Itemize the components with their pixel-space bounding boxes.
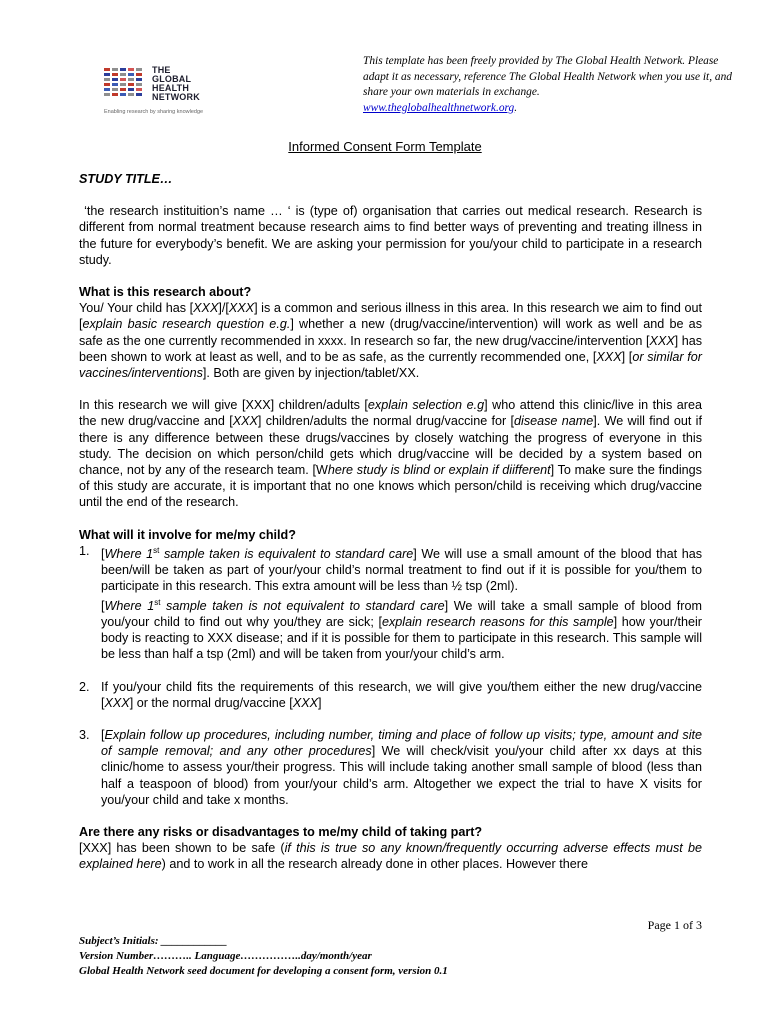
template-notice: [363, 54, 743, 116]
list-number: 1.: [79, 543, 90, 558]
section-heading-risks: Are there any risks or disadvantages to me/my child of taking part?: [79, 825, 483, 840]
global-health-network-logo: [104, 66, 210, 120]
document-body: [79, 171, 702, 873]
seed-document-line: Global Health Network seed document for developing a consent form, version 0.1: [79, 965, 448, 977]
section-heading-involvement: What will it involve for me/my child?: [79, 527, 296, 542]
document-footer: [79, 934, 448, 979]
section-heading-research-about: What is this research about?: [79, 285, 252, 300]
research-about-paragraph-1: You/ Your child has [XXX]/[XXX] is a common and serious illness in this area. In this research we aim to find out [explain basic research question e.g.] whether a new (drug/vaccine/intervention) will work as well and be as safe as the one currently recommended in xxxx. In research so far, the new drug/vaccine/intervention [XXX] has been shown to work at least as well, and to be as safe, as the currently recommended one, [XXX] [or similar for vaccines/interventions]. Both are given by injection/tablet/XX.: [79, 301, 703, 381]
list-item: 1. [Where 1st sample taken is equivalent to standard care] We will use a small amount of the blood that has been/will be taken as part of your/your child’s normal treatment to find out if it is possible for you/them to participate in this research. This extra amount will be less than ½ tsp (2ml). [Where 1st sample taken is not equivalent to standard care] We will take a small sample of blood from you/your child to find out why you/they are sick; [explain research reasons for this sample] how your/their body is reacting to XXX disease; and if it is possible for them to participate in this research. This sample will be less than half a tsp (2ml) and will be taken from your/your child’s arm.: [79, 543, 702, 662]
notice-text: This template has been freely provided by The Global Health Network. Please adapt it as necessary, reference The Global Health Network when you use it, and share your own materials in exchange.: [363, 55, 732, 98]
list-item: 3. [Explain follow up procedures, including number, timing and place of follow up visits; type, amount and site of sample removal; and any other procedures] We will check/visit you/your child after xx days at this clinic/home to assess your/their progress. This will include taking another small sample of blood (less than half a teaspoon of blood) from your/your child’s arm. Altogether we expect the trial to have X visits for you/your child and take x months.: [79, 728, 702, 807]
network-website-link[interactable]: www.theglobalhealthnetwork.org: [363, 101, 515, 114]
logo-wordmark: THE GLOBAL HEALTH NETWORK: [152, 65, 200, 102]
logo-tagline: Enabling research by sharing knowledge: [104, 109, 204, 115]
list-number: 2.: [79, 679, 90, 694]
page-number: Page 1 of 3: [647, 918, 702, 932]
list-item: 2. If you/your child fits the requirements of this research, we will give you/them either the new drug/vaccine [XXX] or the normal drug/vaccine [XXX]: [79, 679, 702, 710]
logo-bars-graphic: [104, 68, 148, 98]
page-title: Informed Consent Form Template: [288, 139, 482, 154]
list-number: 3.: [79, 728, 90, 743]
notice-link-suffix: .: [514, 101, 518, 114]
intro-paragraph: ‘the research instituition’s name … ‘ is (type of) organisation that carries out medical research. Research is different from normal treatment because research aims to find better ways of preventing and treating illness in the future for everybody’s benefit. We are asking your permission for you/your child to participate in a research study.: [79, 204, 703, 267]
risks-paragraph: [XXX] has been shown to be safe (if this is true so any known/frequently occurring adverse effects must be explained here) and to work in all the research already done in other places. However there: [79, 841, 702, 872]
subject-initials-line: Subject’s Initials: ____________: [79, 935, 228, 947]
study-title: STUDY TITLE…: [79, 172, 173, 186]
research-about-paragraph-2: In this research we will give [XXX] children/adults [explain selection e.g] who attend this clinic/live in this area the new drug/vaccine and [XXX] children/adults the normal drug/vaccine for [disease name]. We will find out if there is any difference between these drugs/vaccines by closely watching the progress of everyone in this study. The decision on which person/child gets which drug/vaccine will be decided by a system based on chance, not by any of the research team. [Where study is blind or explain if diifferent] To make sure the findings of this study are accurate, it is important that no one knows which person/child is receiving which drug/vaccine until the end of the research.: [79, 398, 703, 510]
version-line: Version Number……….. Language……………..day/month/year: [79, 950, 372, 962]
